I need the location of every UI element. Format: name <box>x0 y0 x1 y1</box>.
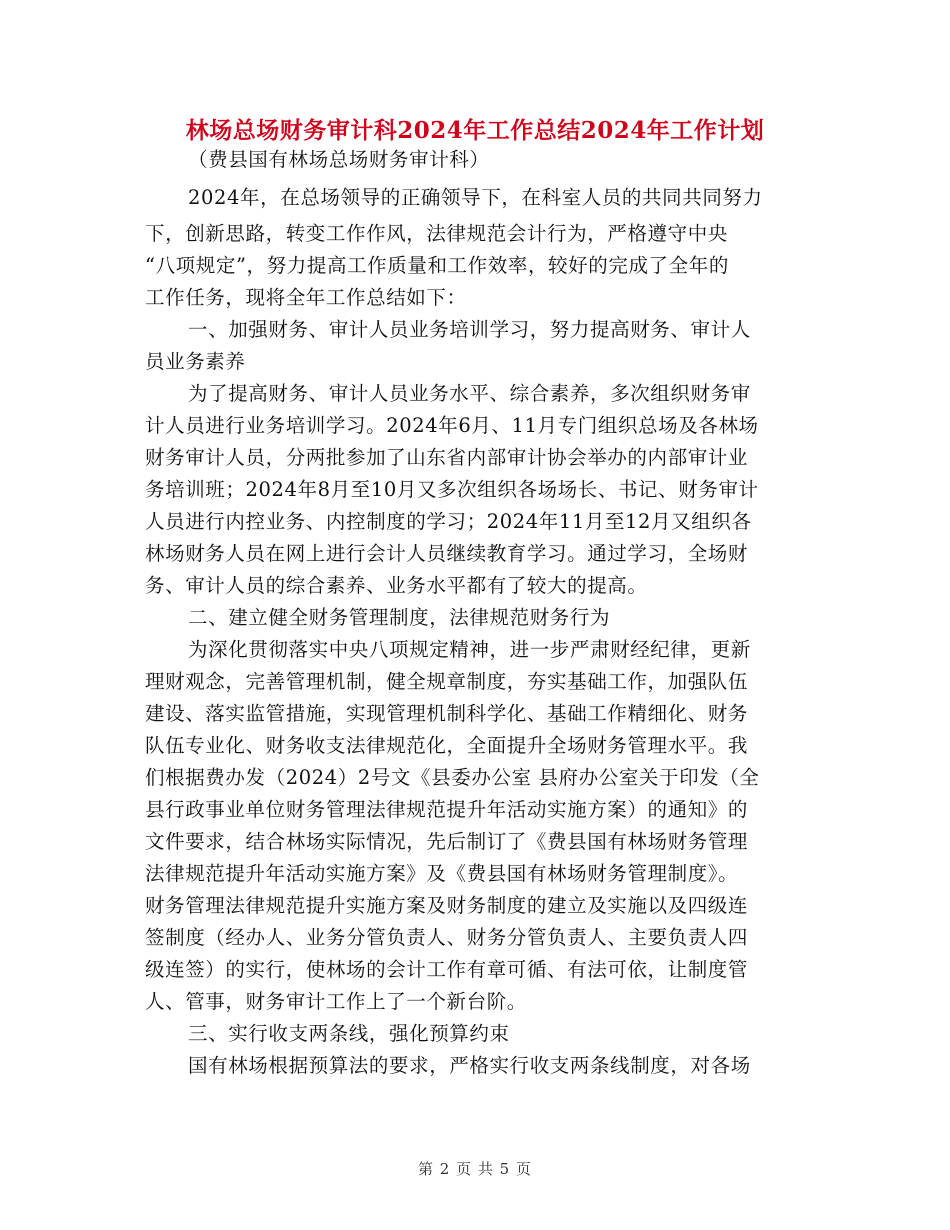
body-line: 队伍专业化、财务收支法律规范化，全面提升全场财务管理水平。我 <box>145 734 749 757</box>
body-line: 人、管事，财务审计工作上了一个新台阶。 <box>145 990 527 1013</box>
section-heading-1: 一、加强财务、审计人员业务培训学习，努力提高财务、审计人 <box>188 318 751 341</box>
body-line: 国有林场根据预算法的要求，严格实行收支两条线制度，对各场 <box>188 1054 751 1077</box>
body-line: 工作任务，现将全年工作总结如下： <box>145 286 467 309</box>
body-line: 法律规范提升年活动实施方案》及《费县国有林场财务管理制度》。 <box>145 862 739 885</box>
body-line: 们根据费办发（2024）2号文《县委办公室 县府办公室关于印发（全 <box>145 766 760 789</box>
body-line: “八项规定”，努力提高工作质量和工作效率，较好的完成了全年的 <box>145 254 729 277</box>
body-line: 务培训班；2024年8月至10月又多次组织各场场长、书记、财务审计 <box>145 478 759 501</box>
section-heading-2: 二、建立健全财务管理制度，法律规范财务行为 <box>188 606 611 629</box>
section-heading-1-cont: 员业务素养 <box>145 350 246 373</box>
body-line: 林场财务人员在网上进行会计人员继续教育学习。通过学习，全场财 <box>145 542 749 565</box>
body-line: 人员进行内控业务、内控制度的学习；2024年11月至12月又组织各 <box>145 510 752 533</box>
subtitle-line: （费县国有林场总场财务审计科） <box>188 148 490 171</box>
body-line: 计人员进行业务培训学习。2024年6月、11月专门组织总场及各林场 <box>145 414 759 437</box>
body-line: 下，创新思路，转变工作作风，法律规范会计行为，严格遵守中央 <box>145 222 728 245</box>
body-line: 县行政事业单位财务管理法律规范提升年活动实施方案）的通知》的 <box>145 798 749 821</box>
body-line: 2024年，在总场领导的正确领导下，在科室人员的共同共同努力 <box>188 186 763 209</box>
body-line: 务、审计人员的综合素养、业务水平都有了较大的提高。 <box>145 574 648 597</box>
body-line: 建设、落实监管措施，实现管理机制科学化、基础工作精细化、财务 <box>145 702 749 725</box>
body-line: 财务审计人员，分两批参加了山东省内部审计协会举办的内部审计业 <box>145 446 749 469</box>
document-title: 林场总场财务审计科2024年工作总结2024年工作计划 <box>185 117 765 144</box>
body-line: 为了提高财务、审计人员业务水平、综合素养，多次组织财务审 <box>188 382 751 405</box>
page-number-footer: 第 2 页 共 5 页 <box>418 1160 532 1178</box>
section-heading-3: 三、实行收支两条线，强化预算约束 <box>188 1022 510 1045</box>
body-line: 理财观念，完善管理机制，健全规章制度，夯实基础工作，加强队伍 <box>145 670 749 693</box>
body-line: 为深化贯彻落实中央八项规定精神，进一步严肃财经纪律，更新 <box>188 638 751 661</box>
body-line: 文件要求，结合林场实际情况，先后制订了《费县国有林场财务管理 <box>145 830 749 853</box>
body-line: 财务管理法律规范提升实施方案及财务制度的建立及实施以及四级连 <box>145 894 749 917</box>
body-line: 签制度（经办人、业务分管负责人、财务分管负责人、主要负责人四 <box>145 926 749 949</box>
body-line: 级连签）的实行，使林场的会计工作有章可循、有法可依，让制度管 <box>145 958 749 981</box>
